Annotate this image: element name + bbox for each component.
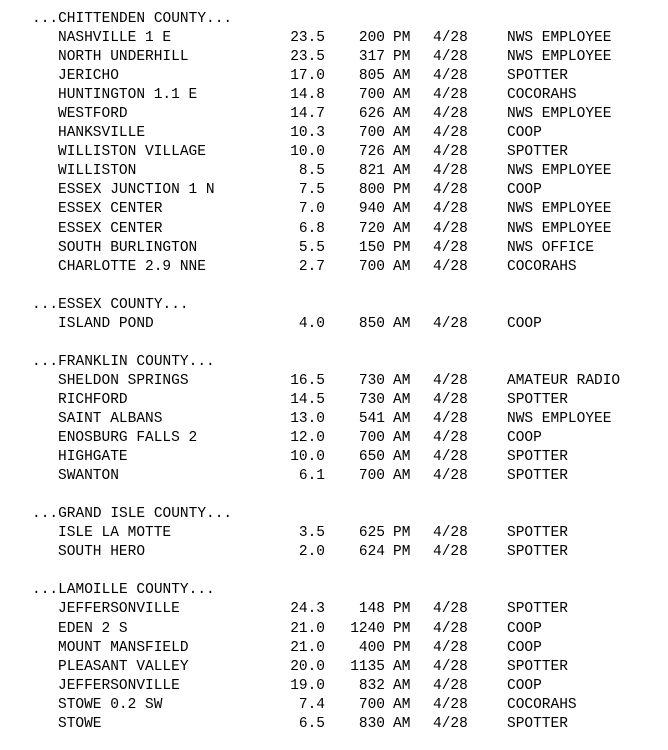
location-cell: HANKSVILLE	[58, 125, 146, 142]
blank-line	[32, 486, 620, 505]
amount-cell: 24.3	[290, 601, 325, 618]
location-cell: SAINT ALBANS	[58, 410, 163, 427]
time-cell: 821	[358, 163, 385, 180]
amount-cell: 6.8	[298, 220, 325, 237]
ampm-cell: AM	[393, 125, 411, 142]
amount-cell: 14.5	[290, 391, 325, 408]
amount-cell: 2.0	[298, 544, 325, 561]
location-cell: SOUTH BURLINGTON	[58, 239, 198, 256]
date-cell: 4/28	[433, 258, 468, 275]
ampm-cell: AM	[393, 658, 411, 675]
location-cell: JEFFERSONVILLE	[58, 601, 180, 618]
source-cell: NWS EMPLOYEE	[507, 106, 612, 123]
ampm-cell: PM	[393, 544, 411, 561]
location-cell: PLEASANT VALLEY	[58, 658, 189, 675]
location-cell: RICHFORD	[58, 391, 128, 408]
blank-line	[32, 277, 620, 296]
report-row	[32, 715, 620, 734]
date-cell: 4/28	[433, 106, 468, 123]
date-cell: 4/28	[433, 677, 468, 694]
amount-cell: 7.5	[298, 182, 325, 199]
time-cell: 726	[358, 144, 385, 161]
location-cell: NASHVILLE 1 E	[58, 30, 172, 47]
ampm-cell: PM	[393, 30, 411, 47]
ampm-cell: AM	[393, 258, 411, 275]
source-cell: SPOTTER	[507, 601, 568, 618]
location-cell: JERICHO	[58, 68, 119, 85]
date-cell: 4/28	[433, 468, 468, 485]
ampm-cell: PM	[393, 620, 411, 637]
report-row	[32, 220, 620, 239]
date-cell: 4/28	[433, 639, 468, 656]
ampm-cell: PM	[393, 639, 411, 656]
county-header: ...GRAND ISLE COUNTY...	[32, 506, 233, 523]
location-cell: WILLISTON	[58, 163, 137, 180]
date-cell: 4/28	[433, 620, 468, 637]
time-cell: 800	[358, 182, 385, 199]
report-row	[32, 258, 620, 277]
source-cell: SPOTTER	[507, 468, 568, 485]
source-cell: NWS EMPLOYEE	[507, 220, 612, 237]
report-row	[32, 467, 620, 486]
time-cell: 720	[358, 220, 385, 237]
time-cell: 650	[358, 449, 385, 466]
date-cell: 4/28	[433, 239, 468, 256]
source-cell: SPOTTER	[507, 715, 568, 732]
time-cell: 317	[358, 49, 385, 66]
time-cell: 148	[358, 601, 385, 618]
date-cell: 4/28	[433, 658, 468, 675]
amount-cell: 6.5	[298, 715, 325, 732]
amount-cell: 4.0	[298, 315, 325, 332]
blank-line	[32, 562, 620, 581]
source-cell: COOP	[507, 125, 542, 142]
location-cell: HIGHGATE	[58, 449, 128, 466]
date-cell: 4/28	[433, 30, 468, 47]
location-cell: NORTH UNDERHILL	[58, 49, 189, 66]
ampm-cell: AM	[393, 201, 411, 218]
time-cell: 1240	[350, 620, 385, 637]
source-cell: COOP	[507, 315, 542, 332]
amount-cell: 10.0	[290, 144, 325, 161]
location-cell: ISLAND POND	[58, 315, 154, 332]
ampm-cell: AM	[393, 87, 411, 104]
location-cell: SHELDON SPRINGS	[58, 372, 189, 389]
source-cell: AMATEUR RADIO	[507, 372, 621, 389]
date-cell: 4/28	[433, 372, 468, 389]
report-row	[32, 181, 620, 200]
location-cell: HUNTINGTON 1.1 E	[58, 87, 198, 104]
amount-cell: 8.5	[298, 163, 325, 180]
source-cell: COCORAHS	[507, 87, 577, 104]
time-cell: 730	[358, 391, 385, 408]
ampm-cell: AM	[393, 410, 411, 427]
ampm-cell: PM	[393, 601, 411, 618]
time-cell: 730	[358, 372, 385, 389]
source-cell: NWS EMPLOYEE	[507, 30, 612, 47]
location-cell: WILLISTON VILLAGE	[58, 144, 206, 161]
location-cell: STOWE	[58, 715, 102, 732]
time-cell: 400	[358, 639, 385, 656]
time-cell: 830	[358, 715, 385, 732]
report-row	[32, 105, 620, 124]
ampm-cell: AM	[393, 106, 411, 123]
date-cell: 4/28	[433, 391, 468, 408]
source-cell: NWS OFFICE	[507, 239, 595, 256]
time-cell: 832	[358, 677, 385, 694]
time-cell: 541	[358, 410, 385, 427]
amount-cell: 23.5	[290, 49, 325, 66]
source-cell: COOP	[507, 620, 542, 637]
ampm-cell: AM	[393, 696, 411, 713]
date-cell: 4/28	[433, 144, 468, 161]
report-row	[32, 448, 620, 467]
date-cell: 4/28	[433, 715, 468, 732]
time-cell: 700	[358, 87, 385, 104]
date-cell: 4/28	[433, 87, 468, 104]
report-row	[32, 639, 620, 658]
ampm-cell: AM	[393, 715, 411, 732]
snowfall-report	[32, 10, 620, 734]
location-cell: ISLE LA MOTTE	[58, 525, 172, 542]
time-cell: 700	[358, 258, 385, 275]
date-cell: 4/28	[433, 68, 468, 85]
county-header: ...LAMOILLE COUNTY...	[32, 582, 215, 599]
time-cell: 626	[358, 106, 385, 123]
ampm-cell: PM	[393, 182, 411, 199]
report-row	[32, 543, 620, 562]
time-cell: 625	[358, 525, 385, 542]
report-row	[32, 677, 620, 696]
location-cell: STOWE 0.2 SW	[58, 696, 163, 713]
report-row	[32, 391, 620, 410]
ampm-cell: AM	[393, 220, 411, 237]
source-cell: NWS EMPLOYEE	[507, 163, 612, 180]
amount-cell: 2.7	[298, 258, 325, 275]
time-cell: 700	[358, 125, 385, 142]
location-cell: SWANTON	[58, 468, 119, 485]
report-row	[32, 29, 620, 48]
source-cell: SPOTTER	[507, 68, 568, 85]
date-cell: 4/28	[433, 525, 468, 542]
time-cell: 1135	[350, 658, 385, 675]
time-cell: 700	[358, 468, 385, 485]
amount-cell: 20.0	[290, 658, 325, 675]
ampm-cell: AM	[393, 315, 411, 332]
date-cell: 4/28	[433, 449, 468, 466]
date-cell: 4/28	[433, 125, 468, 142]
date-cell: 4/28	[433, 163, 468, 180]
date-cell: 4/28	[433, 430, 468, 447]
amount-cell: 5.5	[298, 239, 325, 256]
ampm-cell: PM	[393, 239, 411, 256]
amount-cell: 12.0	[290, 430, 325, 447]
amount-cell: 17.0	[290, 68, 325, 85]
amount-cell: 7.0	[298, 201, 325, 218]
ampm-cell: AM	[393, 449, 411, 466]
ampm-cell: AM	[393, 391, 411, 408]
report-row	[32, 200, 620, 219]
ampm-cell: AM	[393, 677, 411, 694]
amount-cell: 7.4	[298, 696, 325, 713]
report-row	[32, 124, 620, 143]
location-cell: MOUNT MANSFIELD	[58, 639, 189, 656]
ampm-cell: AM	[393, 68, 411, 85]
ampm-cell: AM	[393, 163, 411, 180]
location-cell: ESSEX CENTER	[58, 201, 163, 218]
source-cell: COOP	[507, 677, 542, 694]
amount-cell: 23.5	[290, 30, 325, 47]
date-cell: 4/28	[433, 544, 468, 561]
ampm-cell: AM	[393, 144, 411, 161]
time-cell: 805	[358, 68, 385, 85]
report-row	[32, 162, 620, 181]
amount-cell: 6.1	[298, 468, 325, 485]
report-row	[32, 600, 620, 619]
time-cell: 700	[358, 696, 385, 713]
location-cell: WESTFORD	[58, 106, 128, 123]
source-cell: COOP	[507, 430, 542, 447]
amount-cell: 21.0	[290, 620, 325, 637]
source-cell: NWS EMPLOYEE	[507, 49, 612, 66]
date-cell: 4/28	[433, 315, 468, 332]
county-header: ...FRANKLIN COUNTY...	[32, 353, 215, 370]
date-cell: 4/28	[433, 182, 468, 199]
report-row	[32, 86, 620, 105]
amount-cell: 21.0	[290, 639, 325, 656]
location-cell: CHARLOTTE 2.9 NNE	[58, 258, 206, 275]
source-cell: COCORAHS	[507, 258, 577, 275]
date-cell: 4/28	[433, 410, 468, 427]
location-cell: SOUTH HERO	[58, 544, 146, 561]
time-cell: 150	[358, 239, 385, 256]
source-cell: SPOTTER	[507, 449, 568, 466]
amount-cell: 10.0	[290, 449, 325, 466]
location-cell: EDEN 2 S	[58, 620, 128, 637]
source-cell: COOP	[507, 639, 542, 656]
amount-cell: 16.5	[290, 372, 325, 389]
source-cell: SPOTTER	[507, 525, 568, 542]
amount-cell: 14.8	[290, 87, 325, 104]
report-row	[32, 67, 620, 86]
time-cell: 700	[358, 430, 385, 447]
location-cell: JEFFERSONVILLE	[58, 677, 180, 694]
ampm-cell: AM	[393, 372, 411, 389]
county-header: ...CHITTENDEN COUNTY...	[32, 11, 233, 27]
report-row	[32, 315, 620, 334]
report-row	[32, 658, 620, 677]
date-cell: 4/28	[433, 601, 468, 618]
time-cell: 200	[358, 30, 385, 47]
report-row	[32, 239, 620, 258]
report-row	[32, 410, 620, 429]
report-row	[32, 620, 620, 639]
date-cell: 4/28	[433, 49, 468, 66]
ampm-cell: AM	[393, 430, 411, 447]
date-cell: 4/28	[433, 220, 468, 237]
source-cell: COOP	[507, 182, 542, 199]
ampm-cell: PM	[393, 525, 411, 542]
ampm-cell: PM	[393, 49, 411, 66]
amount-cell: 10.3	[290, 125, 325, 142]
time-cell: 624	[358, 544, 385, 561]
blank-line	[32, 334, 620, 353]
report-row	[32, 372, 620, 391]
source-cell: SPOTTER	[507, 658, 568, 675]
amount-cell: 19.0	[290, 677, 325, 694]
date-cell: 4/28	[433, 696, 468, 713]
location-cell: ESSEX CENTER	[58, 220, 163, 237]
report-row	[32, 429, 620, 448]
amount-cell: 14.7	[290, 106, 325, 123]
report-row	[32, 524, 620, 543]
report-row	[32, 143, 620, 162]
source-cell: COCORAHS	[507, 696, 577, 713]
date-cell: 4/28	[433, 201, 468, 218]
source-cell: SPOTTER	[507, 544, 568, 561]
location-cell: ESSEX JUNCTION 1 N	[58, 182, 215, 199]
report-row	[32, 696, 620, 715]
source-cell: SPOTTER	[507, 391, 568, 408]
report-row	[32, 48, 620, 67]
time-cell: 940	[358, 201, 385, 218]
county-header: ...ESSEX COUNTY...	[32, 296, 189, 313]
location-cell: ENOSBURG FALLS 2	[58, 430, 198, 447]
amount-cell: 3.5	[298, 525, 325, 542]
source-cell: NWS EMPLOYEE	[507, 410, 612, 427]
source-cell: NWS EMPLOYEE	[507, 201, 612, 218]
amount-cell: 13.0	[290, 410, 325, 427]
ampm-cell: AM	[393, 468, 411, 485]
source-cell: SPOTTER	[507, 144, 568, 161]
time-cell: 850	[358, 315, 385, 332]
